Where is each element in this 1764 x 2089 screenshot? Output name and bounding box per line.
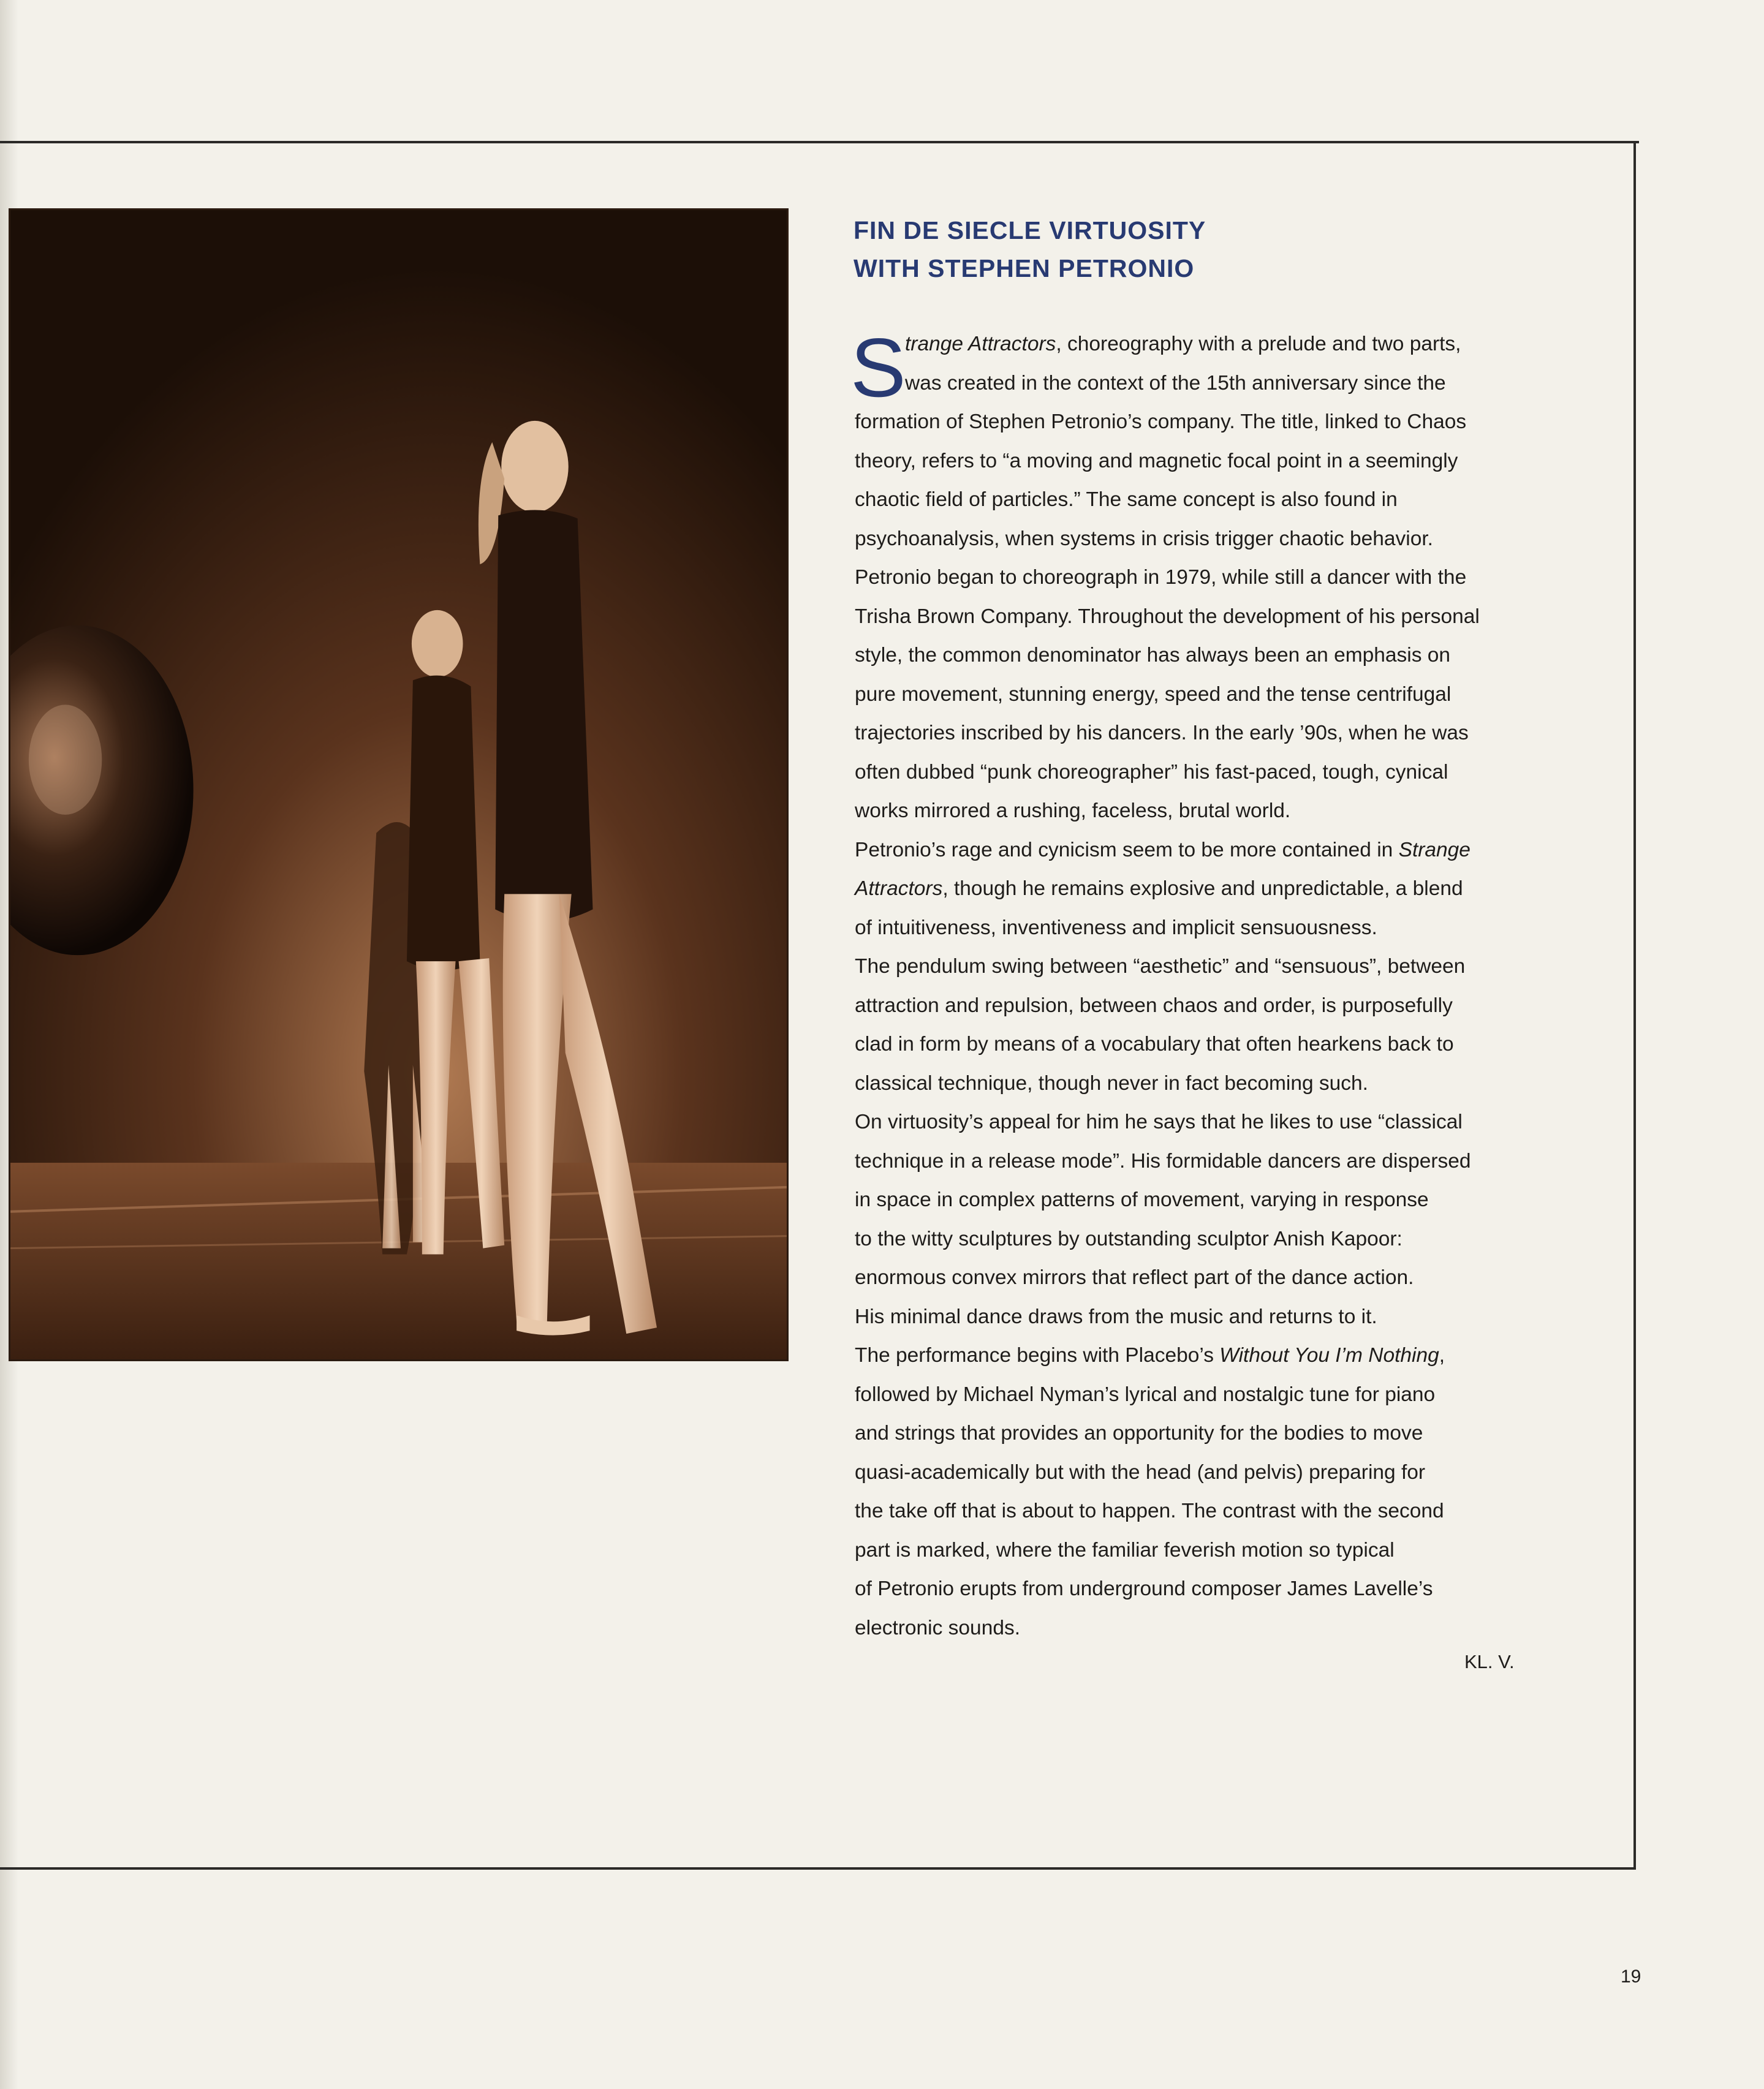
article-line-text: Petronio’s rage and cynicism seem to be more contained in (855, 838, 1399, 861)
dance-photo-illustration (10, 210, 787, 1359)
article-line (855, 947, 1565, 986)
article-line (855, 1453, 1565, 1492)
article-line-text: and strings that provides an opportunity for the bodies to move (855, 1422, 1423, 1445)
article-line (855, 402, 1565, 442)
article-line (855, 1025, 1565, 1064)
article-line (855, 1570, 1565, 1609)
article-line-text: Trisha Brown Company. Throughout the development of his personal (855, 605, 1480, 628)
article-line (855, 325, 1565, 364)
article-line-text: the take off that is about to happen. The contrast with the second (855, 1500, 1444, 1522)
article-line-text: The pendulum swing between “aesthetic” and “sensuous”, between (855, 955, 1466, 978)
article-line (855, 1414, 1565, 1453)
article-line-text: in space in complex patterns of movement, varying in response (855, 1188, 1429, 1211)
article-line (855, 597, 1565, 637)
headline-line-2: WITH STEPHEN PETRONIO (854, 254, 1195, 282)
article-line-text: classical technique, though never in fact becoming such. (855, 1071, 1368, 1095)
headline-line-1: FIN DE SIECLE VIRTUOSITY (854, 216, 1206, 244)
article-line (855, 636, 1565, 675)
article-line-text: of intuitiveness, inventiveness and implicit sensuousness. (855, 916, 1377, 939)
article-line-text: style, the common denominator has always been an emphasis on (855, 644, 1451, 667)
article-line-text: psychoanalysis, when systems in crisis trigger chaotic behavior. (855, 527, 1433, 550)
drop-cap: S (850, 321, 906, 414)
article-line-text: The performance begins with Placebo’s (855, 1344, 1220, 1367)
article-line (855, 675, 1565, 714)
article-line (855, 1103, 1565, 1142)
article-line-text: electronic sounds. (855, 1616, 1021, 1639)
article-line (855, 519, 1565, 559)
article-line-text: clad in form by means of a vocabulary that often hearkens back to (855, 1033, 1454, 1056)
article-line-text: was created in the context of the 15th anniversary since the (905, 371, 1446, 395)
article-body (855, 325, 1565, 1647)
article-line-text: His minimal dance draws from the music and returns to it. (855, 1305, 1377, 1328)
article-line (855, 1492, 1565, 1531)
article-line-text: technique in a release mode”. His formidable dancers are dispersed (855, 1149, 1471, 1173)
article-line (855, 364, 1565, 403)
article-line (855, 1220, 1565, 1259)
article-line-text: trajectories inscribed by his dancers. In the early ’90s, when he was (855, 722, 1469, 744)
article-headline (854, 211, 1589, 287)
article-line (855, 869, 1565, 909)
article-line (855, 714, 1565, 753)
article-line-italic: trange Attractors (905, 333, 1056, 355)
article-line (855, 1258, 1565, 1298)
article-line-text: chaotic field of particles.” The same concept is also found in (855, 488, 1398, 511)
article-line (855, 1531, 1565, 1570)
article-line (855, 480, 1565, 519)
article-line (855, 831, 1565, 870)
article-line-text: theory, refers to “a moving and magnetic focal point in a seemingly (855, 449, 1458, 472)
article-line-text: of Petronio erupts from underground composer James Lavelle’s (855, 1577, 1433, 1600)
article-line (855, 1336, 1565, 1375)
article-line-text: pure movement, stunning energy, speed and the tense centrifugal (855, 682, 1452, 706)
article-line-italic: Attractors (855, 877, 943, 900)
article-line-text: to the witty sculptures by outstanding sculptor Anish Kapoor: (855, 1227, 1402, 1250)
article-line-text: enormous convex mirrors that reflect part of the dance action. (855, 1266, 1414, 1289)
article-line (855, 1064, 1565, 1103)
article-line (855, 1375, 1565, 1415)
article-line (855, 909, 1565, 948)
article-line-text: part is marked, where the familiar feverish motion so typical (855, 1538, 1395, 1562)
page-number: 19 (1621, 1966, 1641, 1987)
article-line-text: works mirrored a rushing, faceless, brutal world. (855, 799, 1291, 822)
article-line (855, 986, 1565, 1026)
article-line (855, 753, 1565, 792)
author-signature: KL. V. (1464, 1651, 1515, 1672)
article-line-text: , choreography with a prelude and two parts, (1056, 333, 1461, 355)
article-line (855, 558, 1565, 597)
article-line-text: followed by Michael Nyman’s lyrical and nostalgic tune for piano (855, 1383, 1436, 1406)
article-line (855, 1180, 1565, 1220)
dance-photo (9, 208, 789, 1361)
article-line-text: Petronio began to choreograph in 1979, while still a dancer with the (855, 566, 1467, 589)
article-line-text: formation of Stephen Petronio’s company. The title, linked to Chaos (855, 410, 1467, 433)
article-line (855, 1142, 1565, 1181)
article-line (855, 1609, 1565, 1648)
article-line-text: attraction and repulsion, between chaos and order, is purposefully (855, 994, 1453, 1017)
article-line-text: quasi-academically but with the head (and pelvis) preparing for (855, 1460, 1426, 1484)
article-line-text: often dubbed “punk choreographer” his fast-paced, tough, cynical (855, 760, 1448, 784)
article-line-italic: Without You I’m Nothing (1219, 1344, 1439, 1367)
article-line-text: , though he remains explosive and unpredictable, a blend (942, 877, 1463, 900)
article-line (855, 1298, 1565, 1337)
article-line-text: On virtuosity’s appeal for him he says that he likes to use “classical (855, 1111, 1463, 1133)
article-line (855, 442, 1565, 481)
article-line-text: , (1439, 1344, 1445, 1367)
article-line (855, 791, 1565, 831)
article-line-italic: Strange (1398, 838, 1471, 861)
